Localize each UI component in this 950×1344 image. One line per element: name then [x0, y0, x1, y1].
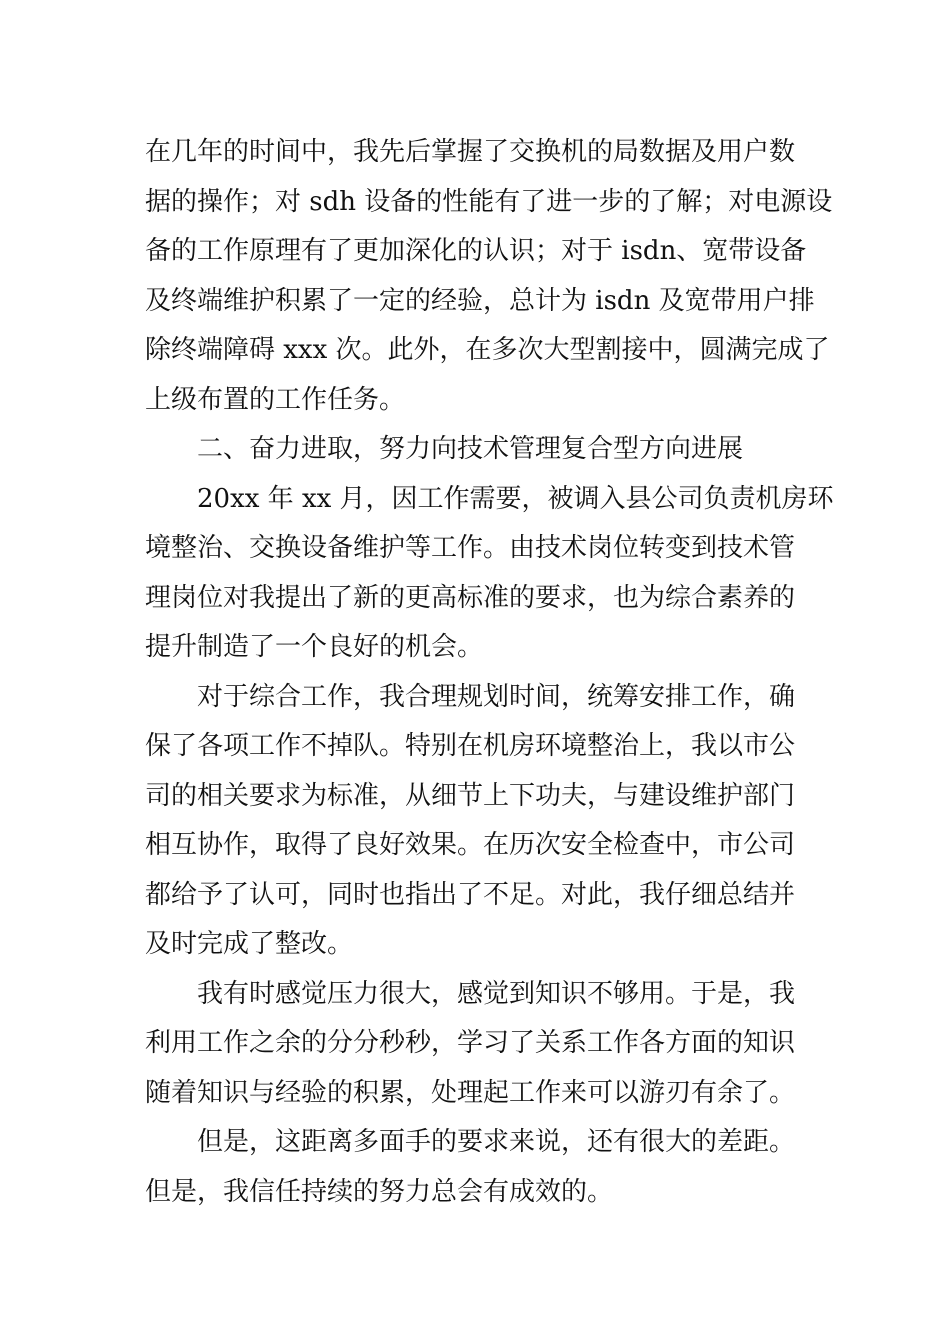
text-line: 除终端障碍 xxx 次。此外，在多次大型割接中，圆满完成了 — [145, 335, 830, 365]
text-line: 及时完成了整改。 — [145, 929, 354, 959]
text-line: 我有时感觉压力很大，感觉到知识不够用。于是，我 — [197, 978, 796, 1009]
text-line: 及终端维护积累了一定的经验，总计为 isdn 及宽带用户排 — [145, 285, 815, 316]
document-body — [145, 128, 834, 1217]
text-line: 据的操作；对 sdh 设备的性能有了进一步的了解；对电源设 — [145, 186, 833, 217]
text-line: 利用工作之余的分分秒秒，学习了关系工作各方面的知识 — [145, 1028, 796, 1058]
text-line: 对于综合工作，我合理规划时间，统筹安排工作，确 — [197, 681, 796, 712]
section-heading: 二、奋力进取，努力向技术管理复合型方向进展 — [197, 434, 744, 464]
text-line: 上级布置的工作任务。 — [145, 384, 406, 415]
text-line: 提升制造了一个良好的机会。 — [145, 632, 484, 662]
text-line: 理岗位对我提出了新的更高标准的要求，也为综合素养的 — [145, 582, 796, 613]
text-line: 但是，这距离多面手的要求来说，还有很大的差距。 — [197, 1127, 796, 1157]
text-line: 境整治、交换设备维护等工作。由技术岗位转变到技术管 — [145, 533, 796, 563]
text-line: 保了各项工作不掉队。特别在机房环境整治上，我以市公 — [145, 731, 796, 761]
text-line: 备的工作原理有了更加深化的认识；对于 isdn、宽带设备 — [145, 236, 807, 266]
text-line: 但是，我信任持续的努力总会有成效的。 — [145, 1176, 614, 1207]
text-line: 在几年的时间中，我先后掌握了交换机的局数据及用户数 — [145, 137, 796, 167]
text-line: 都给予了认可，同时也指出了不足。对此，我仔细总结并 — [145, 879, 796, 910]
text-line: 20xx 年 xx 月，因工作需要，被调入县公司负责机房环 — [197, 483, 834, 514]
text-line: 随着知识与经验的积累，处理起工作来可以游刃有余了。 — [145, 1077, 796, 1108]
text-line: 相互协作，取得了良好效果。在历次安全检查中，市公司 — [145, 830, 796, 860]
text-line: 司的相关要求为标准，从细节上下功夫，与建设维护部门 — [145, 780, 796, 811]
